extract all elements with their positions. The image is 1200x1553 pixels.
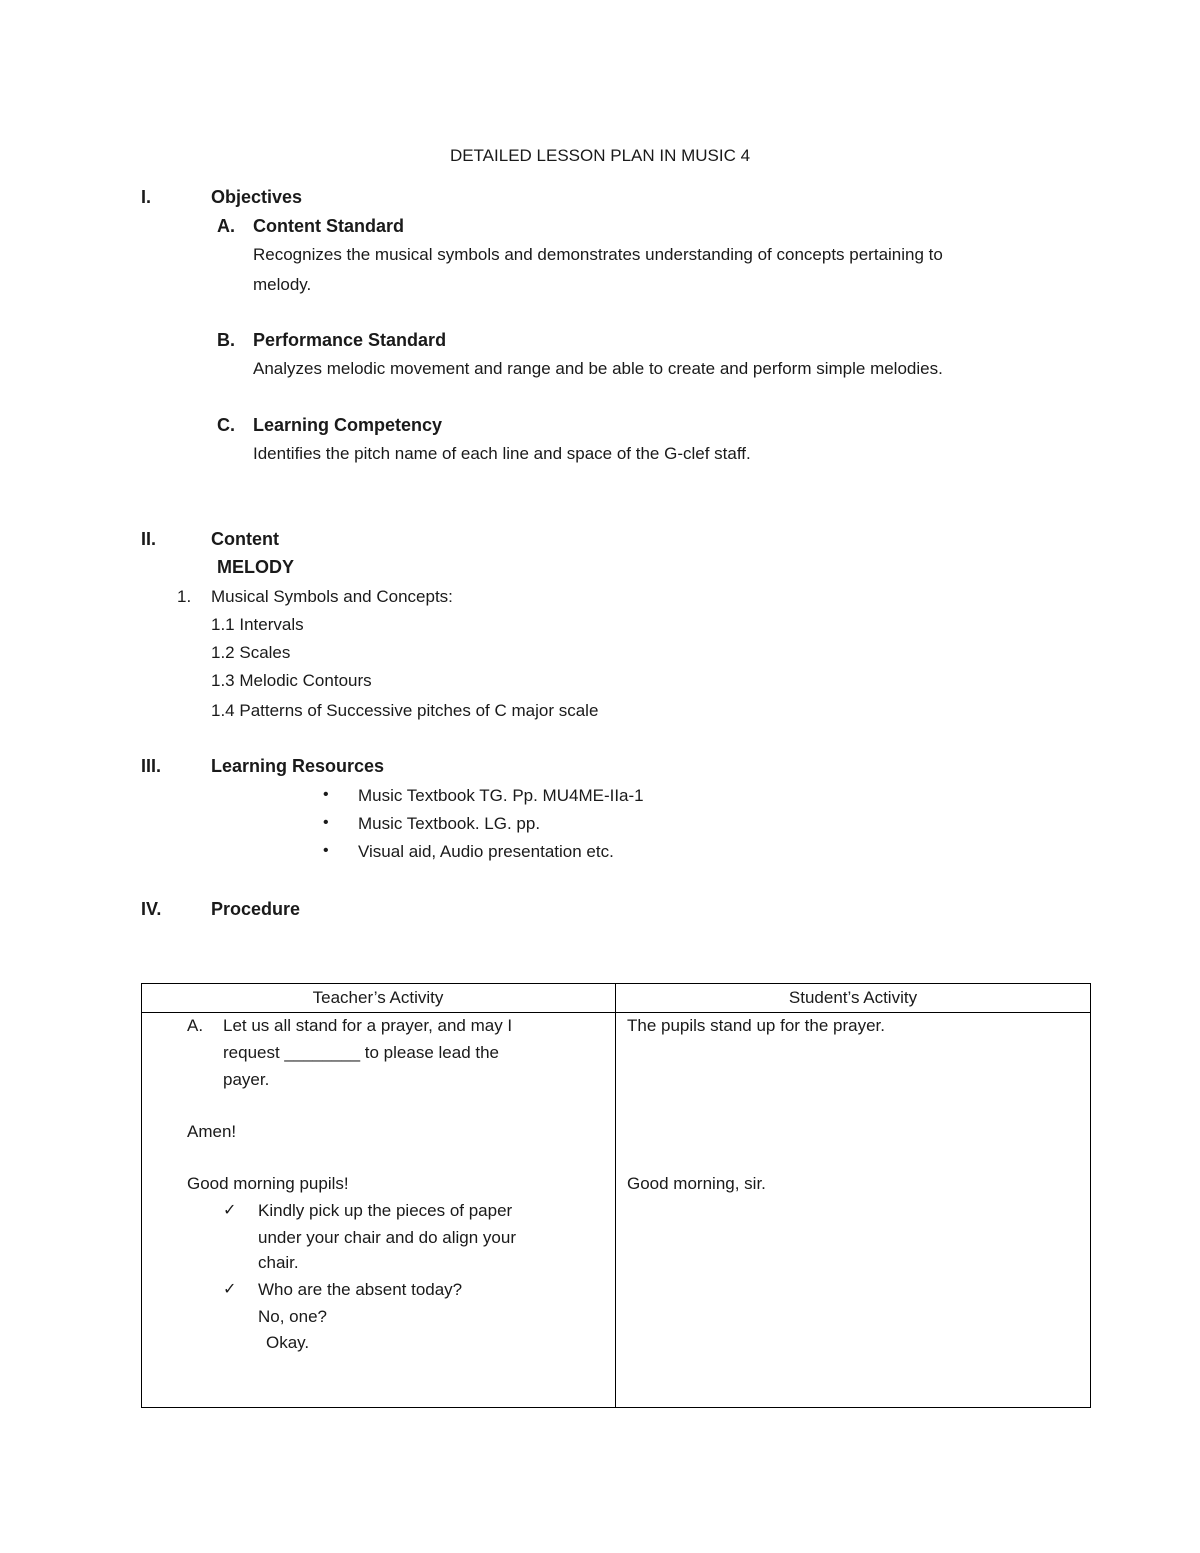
section-heading-objectives: Objectives xyxy=(211,187,303,207)
table-border-top xyxy=(141,983,1091,984)
student-activity-header: Student’s Activity xyxy=(788,988,918,1007)
table-border-right xyxy=(1090,983,1091,1408)
student-greeting-response: Good morning, sir. xyxy=(627,1174,766,1193)
bullet-icon: • xyxy=(323,786,329,803)
subsection-letter-c: C. xyxy=(217,415,235,435)
teacher-check1-line: under your chair and do align your xyxy=(258,1228,516,1247)
content-item: 1.4 Patterns of Successive pitches of C major scale xyxy=(211,701,599,720)
content-item: 1.2 Scales xyxy=(211,643,291,662)
resource-item: Visual aid, Audio presentation etc. xyxy=(358,842,614,861)
teacher-check2-line: Who are the absent today? xyxy=(258,1280,463,1299)
section-numeral-objectives: I. xyxy=(141,187,152,207)
subsection-letter-b: B. xyxy=(217,330,235,350)
content-standard-text-line2: melody. xyxy=(253,275,312,294)
section-heading-procedure: Procedure xyxy=(211,899,301,919)
content-list-number: 1. xyxy=(177,587,192,606)
teacher-check1-line: Kindly pick up the pieces of paper xyxy=(258,1201,513,1220)
teacher-okay: Okay. xyxy=(266,1333,310,1352)
section-numeral-resources: III. xyxy=(141,756,162,776)
check-icon: ✓ xyxy=(223,1202,237,1219)
table-column-divider xyxy=(615,983,616,1408)
content-standard-heading: Content Standard xyxy=(253,216,404,236)
learning-competency-heading: Learning Competency xyxy=(253,415,443,435)
bullet-icon: • xyxy=(323,814,329,831)
section-heading-content: Content xyxy=(211,529,279,549)
table-border-left xyxy=(141,983,142,1408)
teacher-item-letter: A. xyxy=(187,1016,204,1035)
check-icon: ✓ xyxy=(223,1281,237,1298)
document-title: DETAILED LESSON PLAN IN MUSIC 4 xyxy=(449,146,751,165)
section-heading-resources: Learning Resources xyxy=(211,756,385,776)
teacher-prayer-line: Let us all stand for a prayer, and may I xyxy=(223,1016,513,1035)
section-numeral-procedure: IV. xyxy=(141,899,162,919)
resource-item: Music Textbook. LG. pp. xyxy=(358,814,541,833)
teacher-prayer-line: request ________ to please lead the xyxy=(223,1043,500,1062)
section-numeral-content: II. xyxy=(141,529,157,549)
table-header-divider xyxy=(141,1012,1091,1013)
table-border-bottom xyxy=(141,1407,1091,1408)
performance-standard-heading: Performance Standard xyxy=(253,330,447,350)
content-item: 1.1 Intervals xyxy=(211,615,304,634)
bullet-icon: • xyxy=(323,842,329,859)
student-prayer-response: The pupils stand up for the prayer. xyxy=(627,1016,885,1035)
performance-standard-text: Analyzes melodic movement and range and be able to create and perform simple melodies. xyxy=(253,359,943,378)
teacher-amen: Amen! xyxy=(187,1122,237,1141)
teacher-check1-line: chair. xyxy=(258,1253,299,1272)
teacher-activity-header: Teacher’s Activity xyxy=(312,988,444,1007)
resource-item: Music Textbook TG. Pp. MU4ME-IIa-1 xyxy=(358,786,644,805)
subsection-letter-a: A. xyxy=(217,216,235,236)
teacher-prayer-line: payer. xyxy=(223,1070,270,1089)
content-topic: MELODY xyxy=(217,557,295,577)
teacher-greeting: Good morning pupils! xyxy=(187,1174,349,1193)
content-list-title: Musical Symbols and Concepts: xyxy=(211,587,453,606)
learning-competency-text: Identifies the pitch name of each line and space of the G-clef staff. xyxy=(253,444,751,463)
teacher-check2-line: No, one? xyxy=(258,1307,327,1326)
content-item: 1.3 Melodic Contours xyxy=(211,671,372,690)
content-standard-text-line1: Recognizes the musical symbols and demonstrates understanding of concepts pertaining to xyxy=(253,245,943,264)
procedure-table xyxy=(141,983,1091,1408)
